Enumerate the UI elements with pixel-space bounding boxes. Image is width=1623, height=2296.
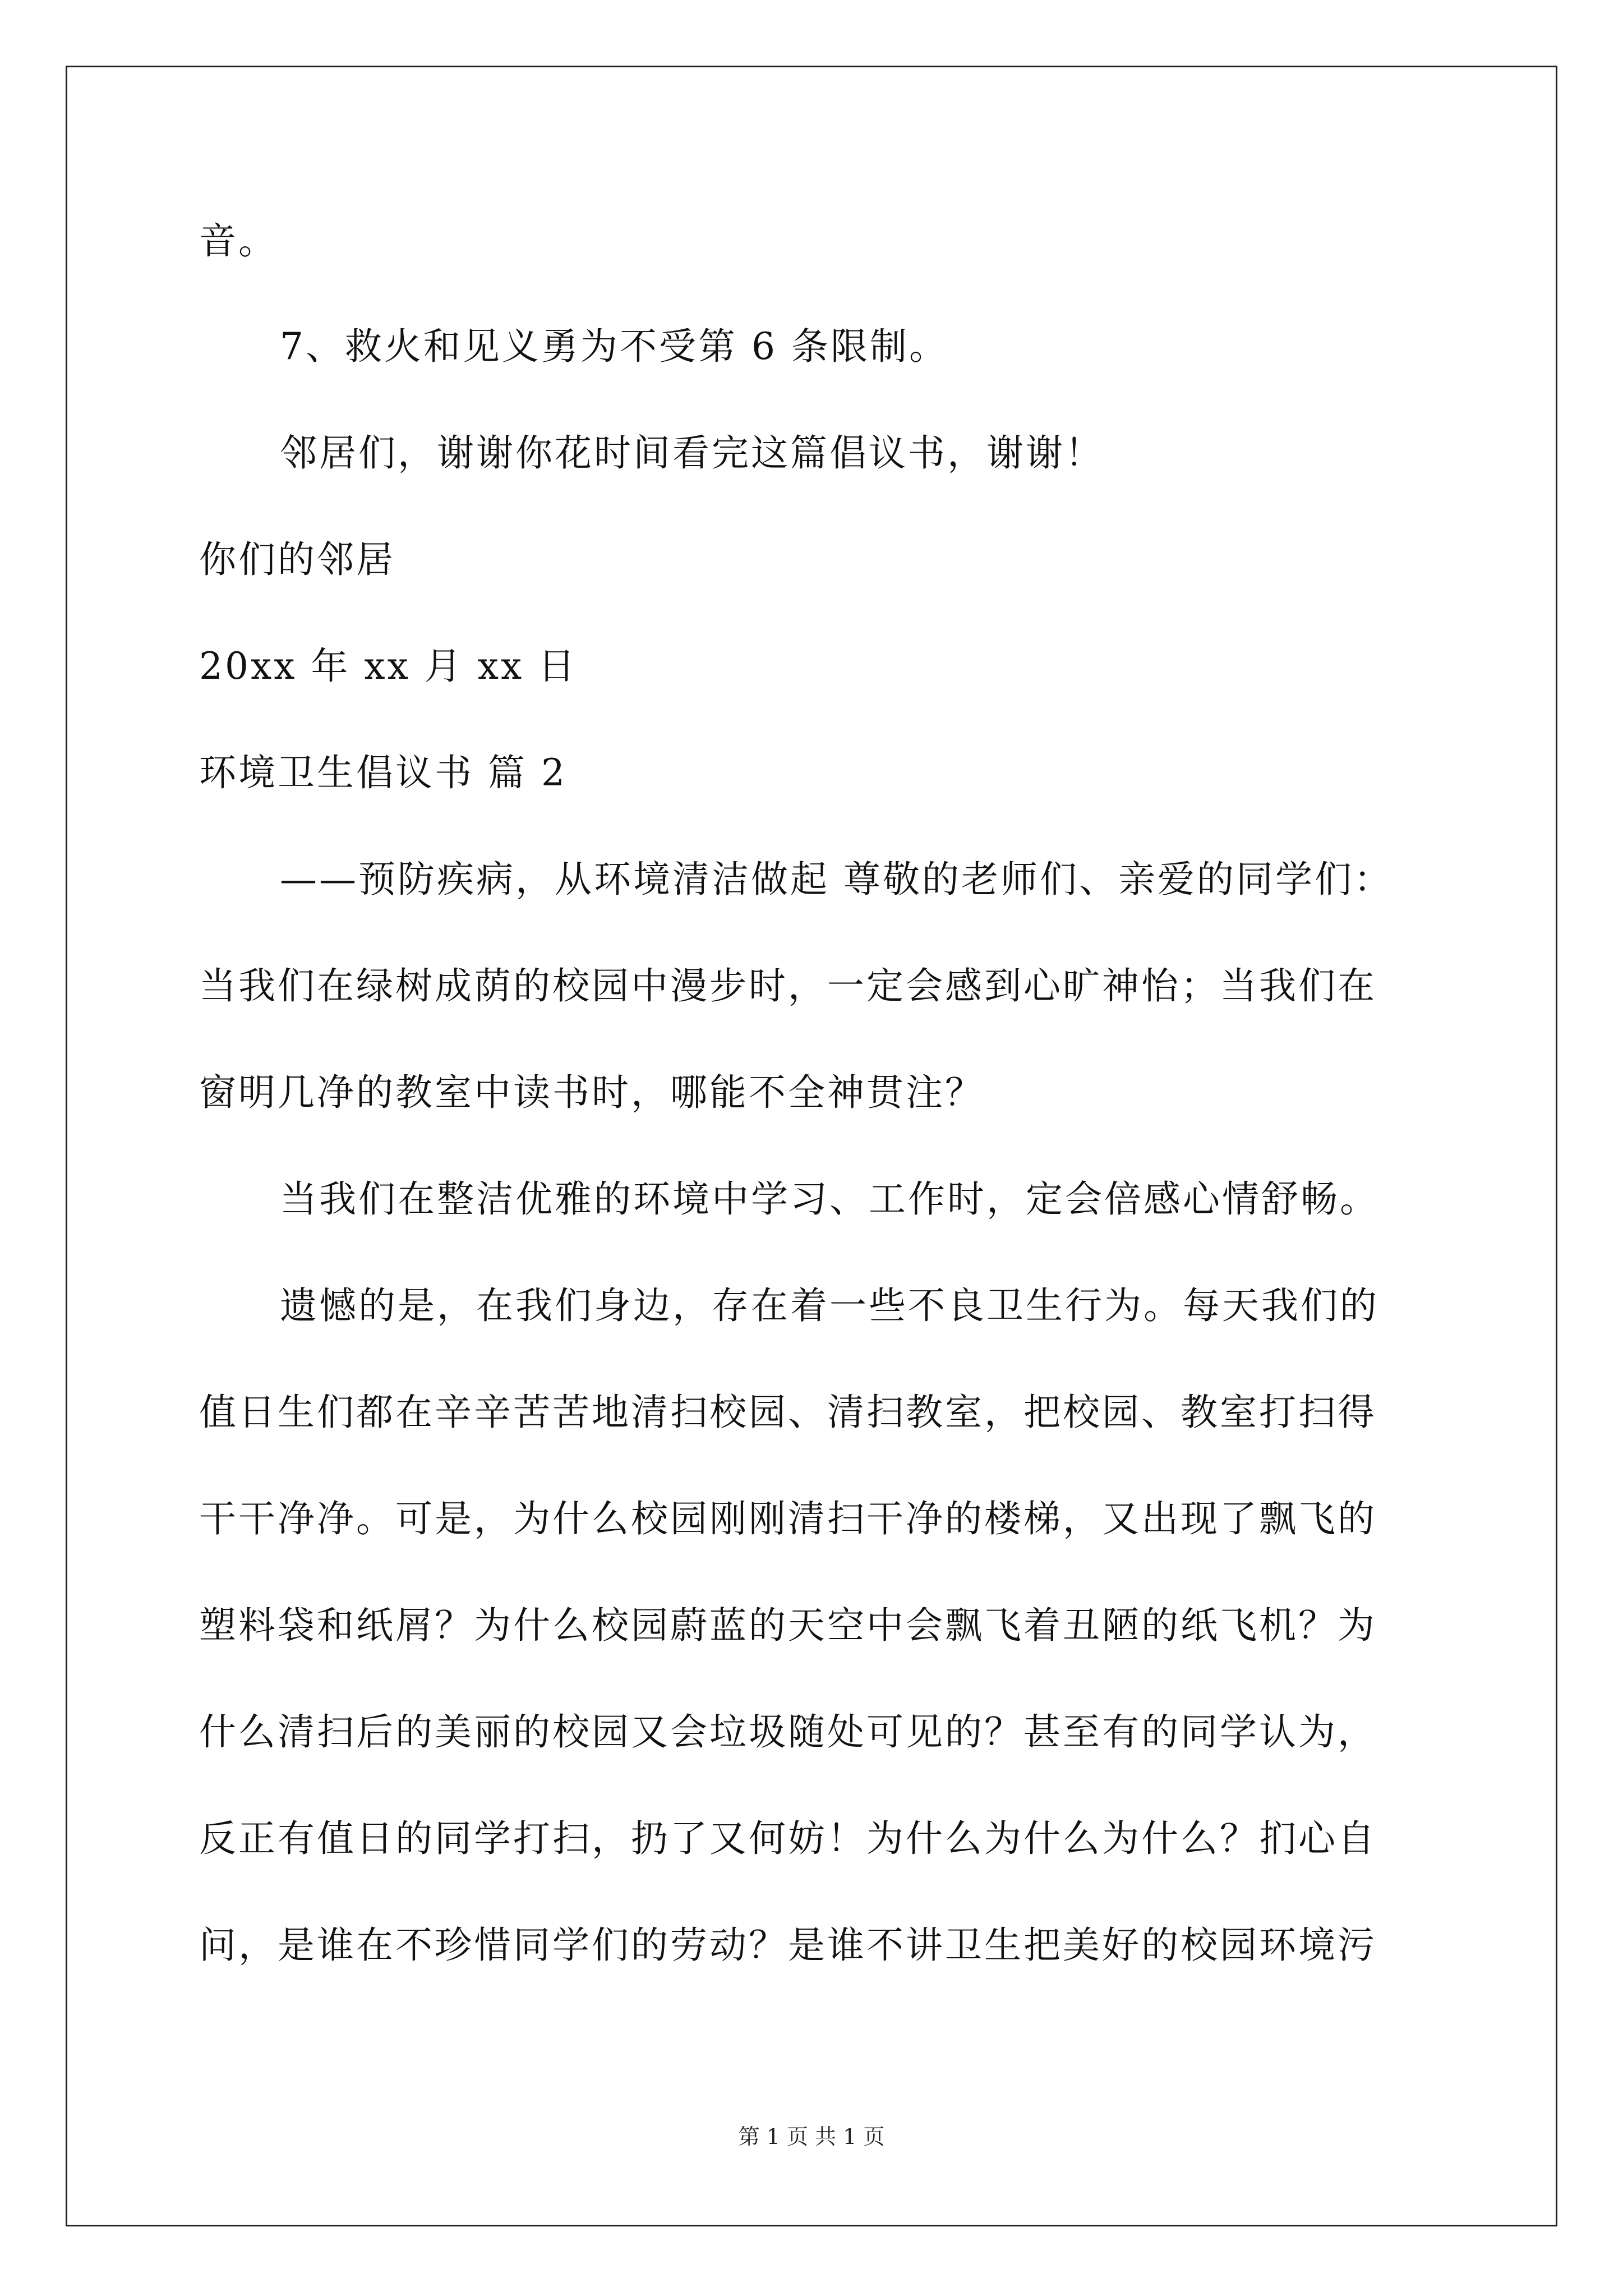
section-heading: 环境卫生倡议书 篇 2 [199, 751, 567, 794]
signature-line: 你们的邻居 [199, 538, 395, 581]
page-footer: 第 1 页 共 1 页 [738, 2124, 885, 2149]
text-line: 7、救火和见义勇为不受第 6 条限制。 [280, 325, 948, 368]
text-line: 值日生们都在辛辛苦苦地清扫校园、清扫教室，把校园、教室打扫得 [199, 1391, 1377, 1434]
text-line: 干干净净。可是，为什么校园刚刚清扫干净的楼梯，又出现了飘飞的 [199, 1497, 1377, 1540]
text-line: 音。 [199, 219, 278, 263]
text-line: 什么清扫后的美丽的校园又会垃圾随处可见的？甚至有的同学认为， [199, 1710, 1377, 1754]
text-line: 当我们在整洁优雅的环境中学习、工作时，定会倍感心情舒畅。 [280, 1177, 1379, 1221]
text-line: 邻居们，谢谢你花时间看完这篇倡议书，谢谢！ [280, 431, 1104, 475]
text-line: ——预防疾病，从环境清洁做起 尊敬的老师们、亲爱的同学们： [280, 858, 1393, 901]
text-line: 当我们在绿树成荫的校园中漫步时，一定会感到心旷神怡；当我们在 [199, 964, 1377, 1007]
page-border [66, 66, 1557, 2226]
text-line: 窗明几净的教室中读书时，哪能不全神贯注？ [199, 1071, 984, 1114]
text-line: 遗憾的是，在我们身边，存在着一些不良卫生行为。每天我们的 [280, 1284, 1379, 1327]
text-line: 反正有值日的同学打扫，扔了又何妨！为什么为什么为什么？扪心自 [199, 1817, 1377, 1860]
text-line: 塑料袋和纸屑？为什么校园蔚蓝的天空中会飘飞着丑陋的纸飞机？为 [199, 1604, 1377, 1647]
date-line: 20xx 年 xx 月 xx 日 [199, 645, 578, 688]
text-line: 问，是谁在不珍惜同学们的劳动？是谁不讲卫生把美好的校园环境污 [199, 1924, 1377, 1967]
